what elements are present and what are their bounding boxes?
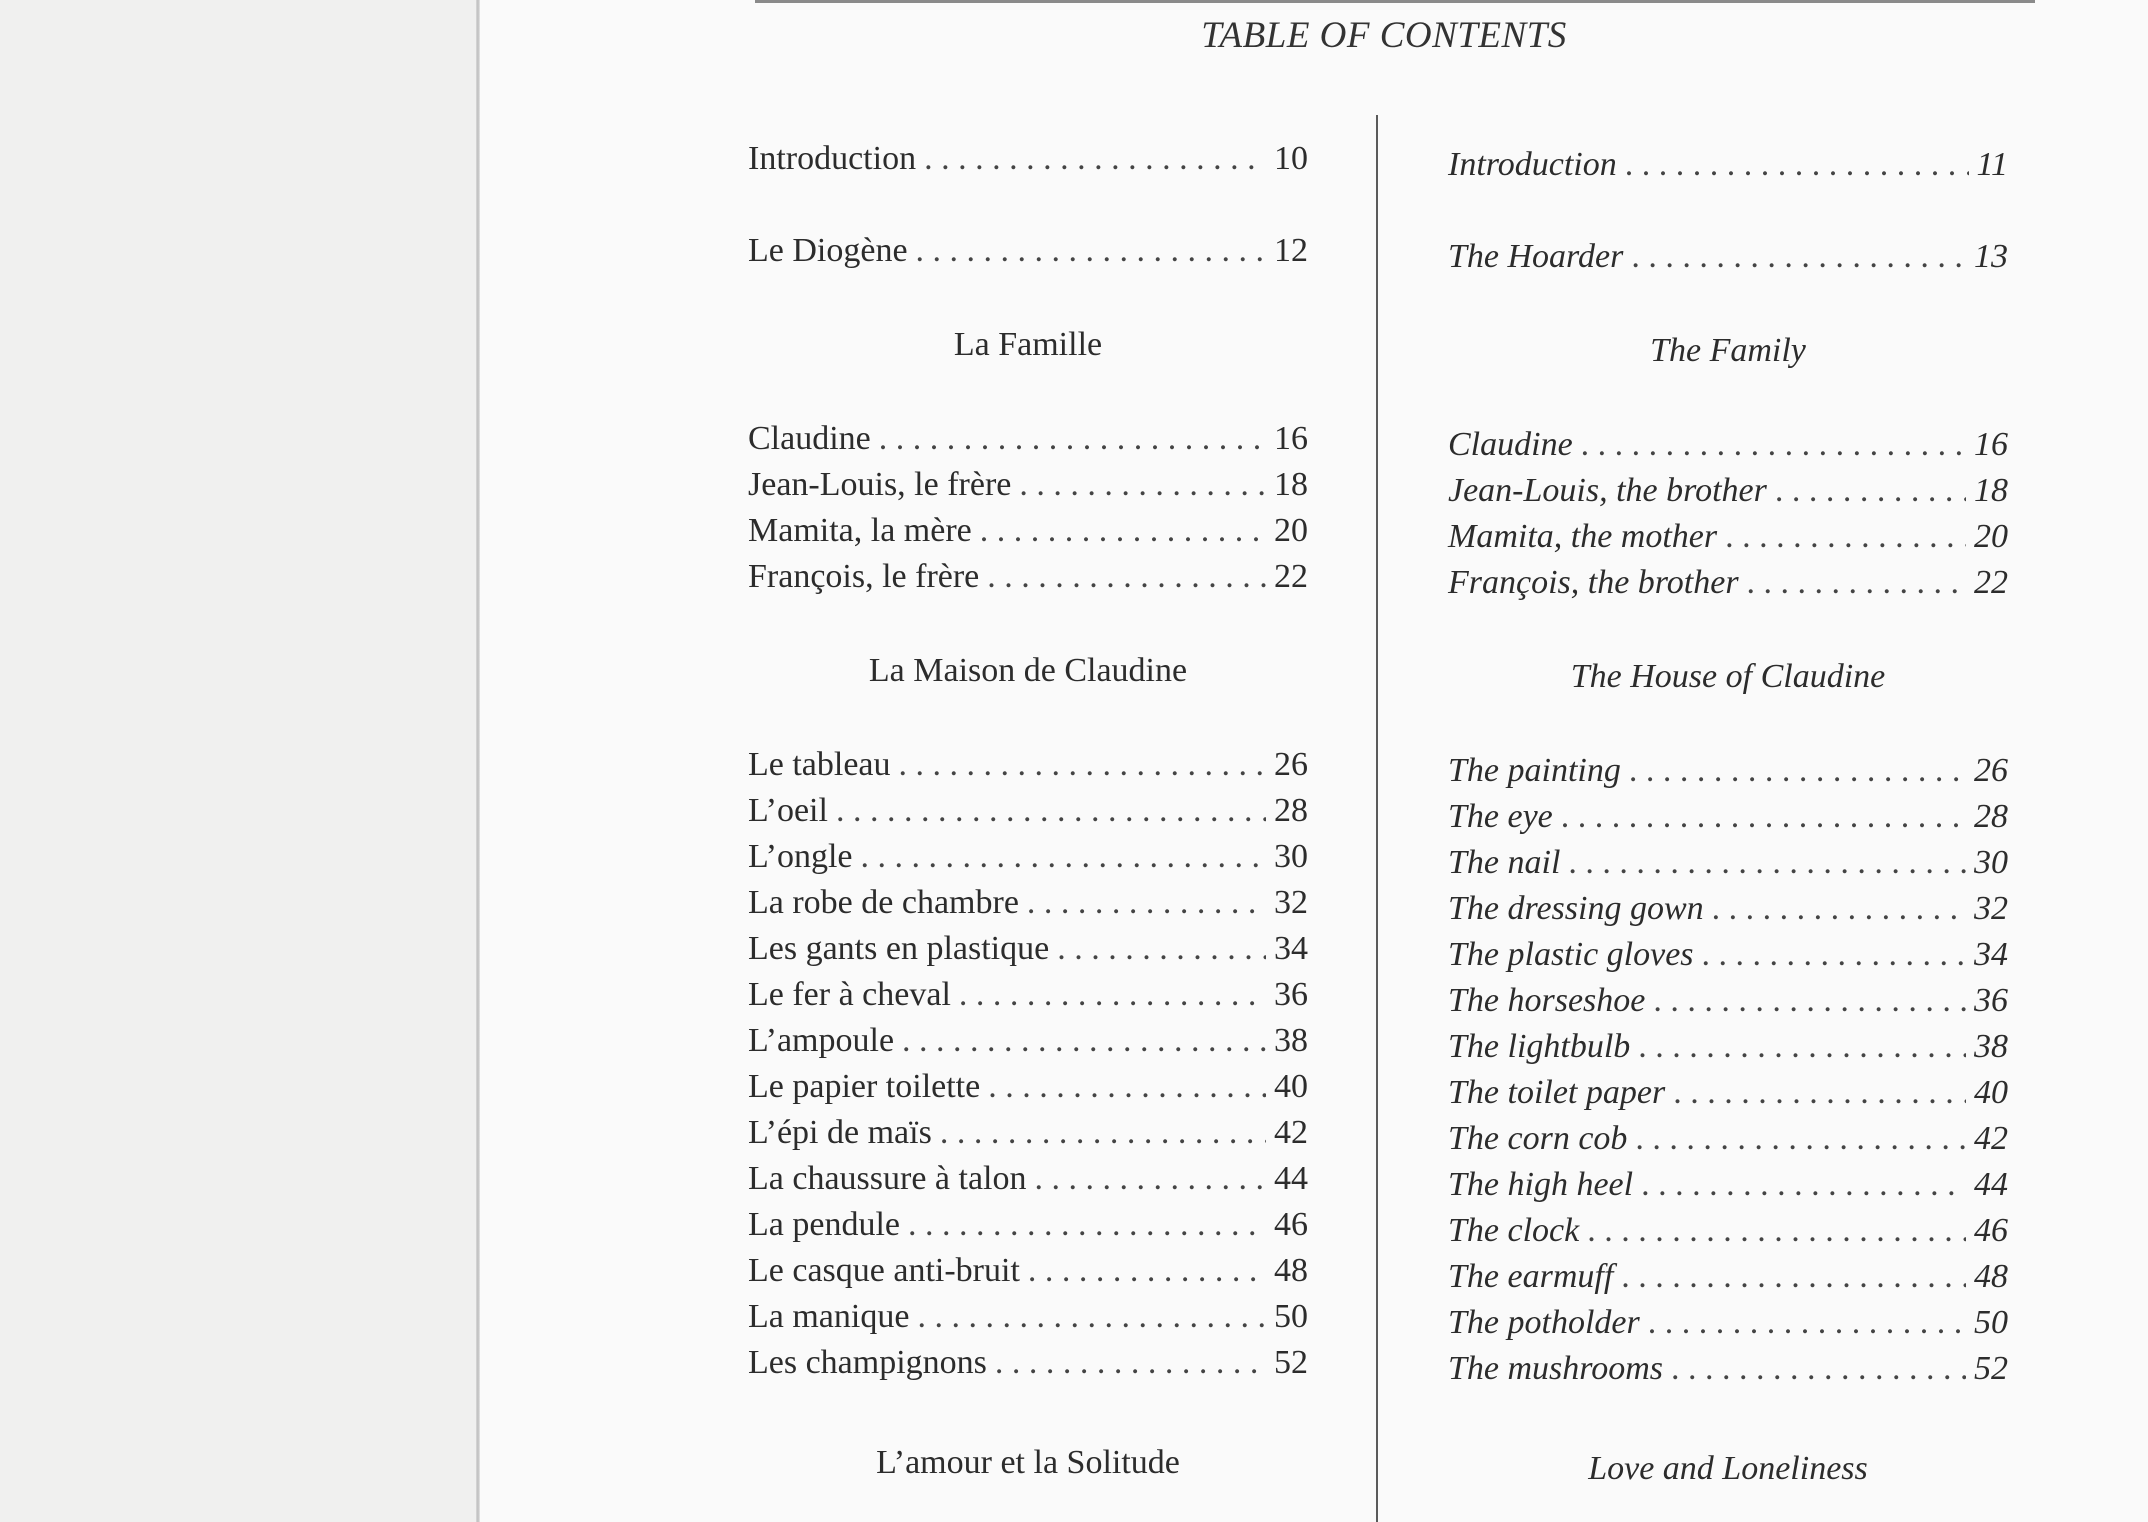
entry-page: 30 (1274, 838, 1308, 875)
entry-page: 48 (1274, 1252, 1308, 1289)
dot-leader (1057, 930, 1266, 968)
section-heading: The House of Claudine (1570, 658, 1886, 695)
entry-title: Le Diogène (748, 232, 908, 269)
entry-title: The mushrooms (1448, 1350, 1664, 1387)
entry-page: 16 (1274, 420, 1308, 457)
entry-page: 32 (1974, 890, 2008, 927)
entry-page: 20 (1274, 512, 1308, 549)
toc-entry[interactable] (1448, 936, 2008, 980)
dot-leader (1625, 146, 1969, 184)
entry-title: Les champignons (748, 1344, 987, 1381)
toc-entry[interactable] (748, 976, 1308, 1020)
toc-entry[interactable] (1448, 1304, 2008, 1348)
dot-leader (1641, 1166, 1966, 1204)
entry-page: 26 (1974, 752, 2008, 789)
entry-title: The eye (1448, 798, 1553, 835)
dot-leader (1648, 1304, 1966, 1342)
dot-leader (1673, 1074, 1966, 1112)
dot-leader (1581, 426, 1966, 464)
entry-title: The high heel (1448, 1166, 1634, 1203)
toc-entry[interactable] (748, 1068, 1308, 1112)
section-heading: The Family (1650, 332, 1806, 369)
toc-entry[interactable] (748, 1114, 1308, 1158)
toc-entry[interactable] (748, 792, 1308, 836)
entry-title: The lightbulb (1448, 1028, 1631, 1065)
entry-title: Le casque anti-bruit (748, 1252, 1020, 1289)
toc-entry[interactable] (748, 838, 1308, 882)
entry-title: L’oeil (748, 792, 828, 829)
dot-leader (1635, 1120, 1966, 1158)
toc-entry[interactable] (748, 1022, 1308, 1066)
entry-title: The Hoarder (1448, 238, 1624, 275)
entry-title: The nail (1448, 844, 1561, 881)
entry-page: 40 (1974, 1074, 2008, 1111)
section-heading: L’amour et la Solitude (876, 1444, 1180, 1481)
entry-page: 36 (1274, 976, 1308, 1013)
entry-page: 50 (1274, 1298, 1308, 1335)
entry-page: 44 (1974, 1166, 2008, 1203)
entry-page: 36 (1974, 982, 2008, 1019)
entry-page: 12 (1274, 232, 1308, 269)
dot-leader (1019, 466, 1266, 504)
entry-title: La manique (748, 1298, 910, 1335)
entry-title: François, le frère (748, 558, 980, 595)
entry-page: 22 (1274, 558, 1308, 595)
dot-leader (1035, 1160, 1267, 1198)
dot-leader (1775, 472, 1966, 510)
dot-leader (1631, 238, 1966, 276)
entry-page: 10 (1274, 140, 1308, 177)
entry-page: 52 (1274, 1344, 1308, 1381)
entry-page: 22 (1974, 564, 2008, 601)
entry-page: 34 (1274, 930, 1308, 967)
dot-leader (1671, 1350, 1966, 1388)
toc-entry[interactable] (1448, 1212, 2008, 1256)
toc-entry[interactable] (748, 1160, 1308, 1204)
dot-leader (1561, 798, 1966, 836)
toc-entry[interactable] (748, 1298, 1308, 1342)
dot-leader (959, 976, 1266, 1014)
dot-leader (908, 1206, 1266, 1244)
entry-title: Introduction (748, 140, 917, 177)
toc-entry[interactable] (1448, 1258, 2008, 1302)
dot-leader (916, 232, 1266, 270)
entry-title: La chaussure à talon (748, 1160, 1027, 1197)
dot-leader (1621, 1258, 1966, 1296)
facing-blank-page (0, 0, 478, 1522)
entry-page: 34 (1974, 936, 2008, 973)
entry-page: 32 (1274, 884, 1308, 921)
toc-entry[interactable] (1448, 1074, 2008, 1118)
toc-entry[interactable] (1448, 890, 2008, 934)
toc-entry[interactable] (748, 1206, 1308, 1250)
entry-title: François, the brother (1448, 564, 1739, 601)
toc-entry[interactable] (1448, 518, 2008, 562)
toc-entry[interactable] (1448, 982, 2008, 1026)
toc-entry[interactable] (748, 512, 1308, 556)
toc-entry[interactable] (1448, 1350, 2008, 1394)
dot-leader (1587, 1212, 1966, 1250)
entry-title: The potholder (1448, 1304, 1640, 1341)
entry-title: The horseshoe (1448, 982, 1646, 1019)
entry-title: Le fer à cheval (748, 976, 951, 1013)
toc-entry[interactable] (748, 1344, 1308, 1388)
entry-title: Mamita, la mère (748, 512, 972, 549)
dot-leader (924, 140, 1266, 178)
dot-leader (917, 1298, 1266, 1336)
toc-entry[interactable] (748, 558, 1308, 602)
dot-leader (995, 1344, 1266, 1382)
entry-title: L’ampoule (748, 1022, 895, 1059)
entry-title: The plastic gloves (1448, 936, 1694, 973)
entry-page: 48 (1974, 1258, 2008, 1295)
entry-title: La pendule (748, 1206, 900, 1243)
entry-page: 42 (1274, 1114, 1308, 1151)
dot-leader (1568, 844, 1966, 882)
entry-title: Les gants en plastique (748, 930, 1050, 967)
dot-leader (1028, 1252, 1266, 1290)
entry-page: 11 (1976, 146, 2008, 183)
entry-page: 46 (1274, 1206, 1308, 1243)
column-divider (1376, 115, 1378, 1522)
entry-page: 38 (1974, 1028, 2008, 1065)
entry-page: 18 (1274, 466, 1308, 503)
entry-title: The corn cob (1448, 1120, 1628, 1157)
dot-leader (879, 420, 1266, 458)
entry-page: 40 (1274, 1068, 1308, 1105)
english-column (1448, 0, 2008, 1522)
entry-page: 52 (1974, 1350, 2008, 1387)
dot-leader (1638, 1028, 1966, 1066)
toc-entry[interactable] (748, 746, 1308, 790)
entry-title: L’ongle (748, 838, 853, 875)
entry-page: 30 (1974, 844, 2008, 881)
entry-title: La robe de chambre (748, 884, 1019, 921)
entry-page: 28 (1974, 798, 2008, 835)
entry-title: Introduction (1448, 146, 1617, 183)
toc-entry[interactable] (748, 232, 1308, 276)
entry-page: 50 (1974, 1304, 2008, 1341)
entry-title: L’épi de maïs (748, 1114, 932, 1151)
dot-leader (1653, 982, 1966, 1020)
dot-leader (988, 1068, 1266, 1106)
toc-entry[interactable] (1448, 146, 2008, 190)
toc-entry[interactable] (1448, 844, 2008, 888)
dot-leader (987, 558, 1266, 596)
toc-entry[interactable] (1448, 238, 2008, 282)
dot-leader (902, 1022, 1266, 1060)
entry-title: Jean-Louis, the brother (1448, 472, 1767, 509)
toc-entry[interactable] (748, 930, 1308, 974)
toc-entry[interactable] (748, 140, 1308, 184)
entry-title: Jean-Louis, le frère (748, 466, 1012, 503)
dot-leader (1702, 936, 1966, 974)
section-heading: La Maison de Claudine (868, 652, 1188, 689)
entry-title: Claudine (748, 420, 871, 457)
entry-title: The clock (1448, 1212, 1580, 1249)
entry-title: Le papier toilette (748, 1068, 981, 1105)
entry-page: 18 (1974, 472, 2008, 509)
entry-title: Claudine (1448, 426, 1573, 463)
entry-page: 16 (1974, 426, 2008, 463)
toc-entry[interactable] (748, 1252, 1308, 1296)
entry-title: The dressing gown (1448, 890, 1704, 927)
toc-entry[interactable] (1448, 752, 2008, 796)
entry-title: The earmuff (1448, 1258, 1614, 1295)
dot-leader (980, 512, 1266, 550)
toc-entry[interactable] (748, 466, 1308, 510)
toc-entry[interactable] (1448, 564, 2008, 608)
toc-entry[interactable] (1448, 1028, 2008, 1072)
page-title: TABLE OF CONTENTS (1201, 15, 1567, 56)
entry-page: 44 (1274, 1160, 1308, 1197)
toc-entry[interactable] (1448, 426, 2008, 470)
toc-entry[interactable] (1448, 472, 2008, 516)
dot-leader (1725, 518, 1966, 556)
dot-leader (899, 746, 1266, 784)
entry-page: 13 (1974, 238, 2008, 275)
section-heading: La Famille (953, 326, 1103, 363)
entry-title: Le tableau (748, 746, 891, 783)
entry-page: 20 (1974, 518, 2008, 555)
toc-entry[interactable] (1448, 1166, 2008, 1210)
entry-page: 42 (1974, 1120, 2008, 1157)
dot-leader (861, 838, 1266, 876)
french-column (748, 0, 1308, 1522)
toc-entry[interactable] (748, 420, 1308, 464)
dot-leader (836, 792, 1266, 830)
entry-page: 28 (1274, 792, 1308, 829)
dot-leader (1712, 890, 1966, 928)
entry-page: 38 (1274, 1022, 1308, 1059)
entry-title: The painting (1448, 752, 1621, 789)
section-heading: Love and Loneliness (1588, 1450, 1868, 1487)
entry-title: The toilet paper (1448, 1074, 1666, 1111)
entry-page: 26 (1274, 746, 1308, 783)
toc-entry[interactable] (748, 884, 1308, 928)
entry-title: Mamita, the mother (1448, 518, 1718, 555)
dot-leader (1027, 884, 1266, 922)
dot-leader (1629, 752, 1966, 790)
dot-leader (1747, 564, 1966, 602)
entry-page: 46 (1974, 1212, 2008, 1249)
dot-leader (940, 1114, 1266, 1152)
toc-entry[interactable] (1448, 798, 2008, 842)
toc-entry[interactable] (1448, 1120, 2008, 1164)
